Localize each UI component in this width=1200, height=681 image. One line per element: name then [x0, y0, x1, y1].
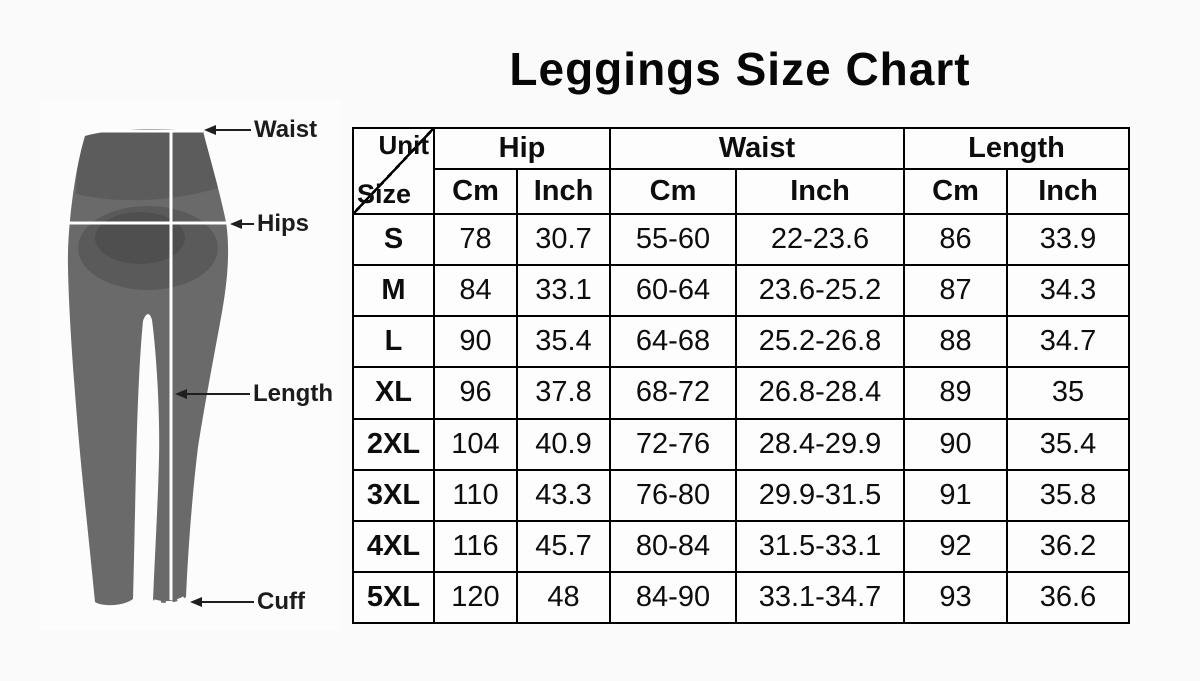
group-header-row — [353, 128, 1129, 169]
size-label-cell: 5XL — [353, 572, 434, 623]
waistband-shade — [76, 128, 218, 200]
size-row — [353, 316, 1129, 367]
waist-inch-header: Inch — [736, 169, 904, 214]
measurement-cell: 110 — [434, 470, 517, 521]
size-row — [353, 265, 1129, 316]
size-row — [353, 419, 1129, 470]
measurement-cell: 104 — [434, 419, 517, 470]
measurement-cell: 84 — [434, 265, 517, 316]
measurement-cell: 55-60 — [610, 214, 736, 265]
measurement-cell: 84-90 — [610, 572, 736, 623]
size-label-cell: 3XL — [353, 470, 434, 521]
size-label-cell: XL — [353, 367, 434, 418]
measurement-cell: 34.7 — [1007, 316, 1129, 367]
measurement-cell: 93 — [904, 572, 1007, 623]
measurement-cell: 29.9-31.5 — [736, 470, 904, 521]
measurement-cell: 96 — [434, 367, 517, 418]
unit-header-row — [353, 169, 1129, 214]
measurement-cell: 33.1 — [517, 265, 610, 316]
hip-group-header: Hip — [434, 128, 610, 169]
measurement-cell: 25.2-26.8 — [736, 316, 904, 367]
measurement-cell: 68-72 — [610, 367, 736, 418]
measurement-cell: 35.4 — [1007, 419, 1129, 470]
measurement-cell: 45.7 — [517, 521, 610, 572]
measurement-cell: 26.8-28.4 — [736, 367, 904, 418]
measurement-cell: 40.9 — [517, 419, 610, 470]
measurement-cell: 36.2 — [1007, 521, 1129, 572]
measurement-cell: 90 — [434, 316, 517, 367]
size-label-cell: L — [353, 316, 434, 367]
measurement-cell: 87 — [904, 265, 1007, 316]
measurement-cell: 36.6 — [1007, 572, 1129, 623]
length-cm-header: Cm — [904, 169, 1007, 214]
waist-label: Waist — [254, 116, 318, 143]
size-chart-table — [352, 127, 1130, 624]
size-chart-table-container — [352, 127, 1130, 624]
measurement-cell: 35.8 — [1007, 470, 1129, 521]
size-label-cell: S — [353, 214, 434, 265]
measurement-cell: 43.3 — [517, 470, 610, 521]
size-row — [353, 367, 1129, 418]
measurement-cell: 31.5-33.1 — [736, 521, 904, 572]
measurement-cell: 116 — [434, 521, 517, 572]
size-row — [353, 214, 1129, 265]
size-row — [353, 572, 1129, 623]
size-label-cell: 4XL — [353, 521, 434, 572]
measurement-cell: 34.3 — [1007, 265, 1129, 316]
measurement-cell: 23.6-25.2 — [736, 265, 904, 316]
measurement-cell: 89 — [904, 367, 1007, 418]
length-inch-header: Inch — [1007, 169, 1129, 214]
size-label-cell: 2XL — [353, 419, 434, 470]
leggings-diagram — [40, 100, 340, 645]
length-label: Length — [253, 380, 333, 407]
page-title: Leggings Size Chart — [509, 43, 971, 95]
measurement-cell: 88 — [904, 316, 1007, 367]
measurement-cell: 22-23.6 — [736, 214, 904, 265]
size-label-cell: M — [353, 265, 434, 316]
measurement-cell: 35.4 — [517, 316, 610, 367]
measurement-cell: 48 — [517, 572, 610, 623]
measurement-cell: 86 — [904, 214, 1007, 265]
unit-size-corner-cell — [353, 128, 434, 214]
measurement-cell: 35 — [1007, 367, 1129, 418]
measurement-cell: 64-68 — [610, 316, 736, 367]
measurement-cell: 30.7 — [517, 214, 610, 265]
measurement-cell: 78 — [434, 214, 517, 265]
hip-cm-header: Cm — [434, 169, 517, 214]
measurement-cell: 76-80 — [610, 470, 736, 521]
size-row — [353, 470, 1129, 521]
length-group-header: Length — [904, 128, 1129, 169]
corner-unit-label: Unit — [378, 130, 429, 160]
measurement-cell: 33.9 — [1007, 214, 1129, 265]
waist-cm-header: Cm — [610, 169, 736, 214]
measurement-cell: 33.1-34.7 — [736, 572, 904, 623]
waist-group-header: Waist — [610, 128, 904, 169]
size-row — [353, 521, 1129, 572]
measurement-cell: 80-84 — [610, 521, 736, 572]
cuff-label: Cuff — [257, 588, 305, 615]
measurement-cell: 37.8 — [517, 367, 610, 418]
measurement-cell: 72-76 — [610, 419, 736, 470]
measurement-cell: 90 — [904, 419, 1007, 470]
hip-inch-header: Inch — [517, 169, 610, 214]
measurement-cell: 60-64 — [610, 265, 736, 316]
hips-label: Hips — [257, 210, 310, 237]
measurement-cell: 120 — [434, 572, 517, 623]
measurement-cell: 28.4-29.9 — [736, 419, 904, 470]
leggings-illustration — [40, 100, 340, 645]
measurement-cell: 91 — [904, 470, 1007, 521]
measurement-cell: 92 — [904, 521, 1007, 572]
corner-size-label: Size — [357, 179, 412, 209]
